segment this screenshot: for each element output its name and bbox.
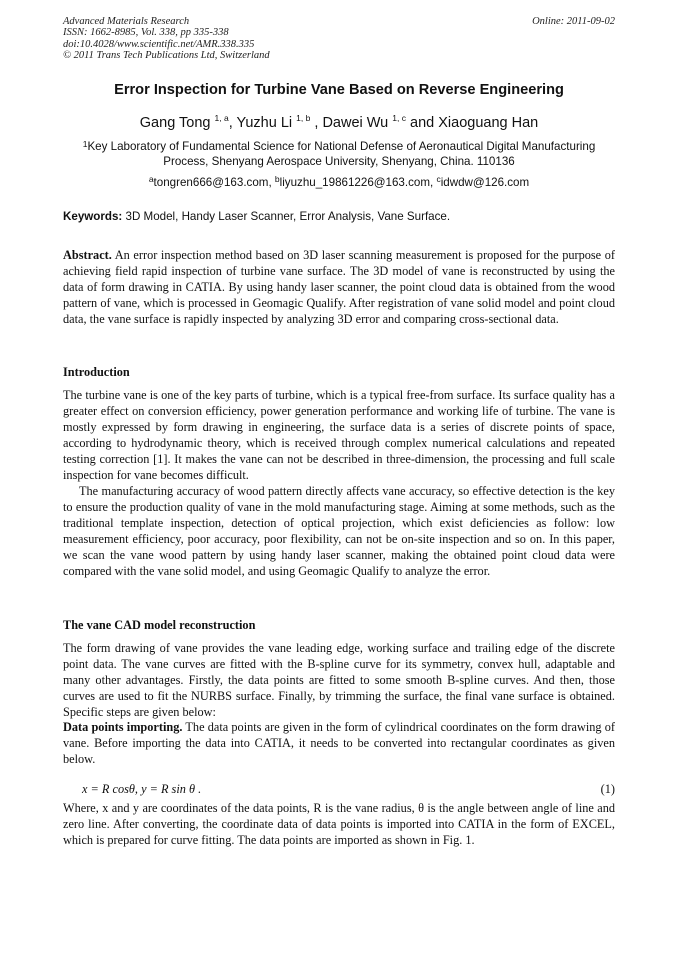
journal-doi: doi:10.4028/www.scientific.net/AMR.338.335 (63, 38, 255, 50)
email-superscript: c (436, 174, 441, 184)
author-name: Gang Tong (139, 115, 211, 131)
author-emails (0, 176, 678, 189)
email-link[interactable]: liyuzhu_19861226@163.com, (279, 176, 437, 189)
equation-1 (82, 782, 615, 797)
online-date: Online: 2011-09-02 (532, 16, 615, 27)
author-superscript: 1, b (296, 113, 311, 123)
journal-copyright: © 2011 Trans Tech Publications Ltd, Switzerland (63, 49, 270, 61)
affiliation-text: Key Laboratory of Fundamental Science for National Defense of Aeronautical Digital Manufacturing Process, Shenyang Aerospace University, Shenyang, China. 110136 (87, 140, 596, 168)
email-superscript: a (148, 174, 154, 184)
journal-header (63, 16, 615, 61)
cad-paragraph-2 (63, 719, 615, 767)
introduction-paragraph-1: The turbine vane is one of the key parts of turbine, which is a typical free-from surface. Its surface quality has a greater effect on conversion efficiency, power generation performance and working life of turbine. The vane is mostly expressed by form drawing in engineering, the surface data is a series of discrete points of space, according to hydrodynamic theory, which is received through complex numerical calculations and repeated testing correction [1]. It makes the vane can not be described in three-dimension, the processing and full scale inspection for vane becomes difficult. (63, 388, 615, 482)
author-name: Dawei Wu (322, 115, 389, 131)
journal-name: Advanced Materials Research (63, 16, 190, 27)
email-link[interactable]: idwdw@126.com (440, 176, 530, 189)
affiliation (63, 139, 615, 169)
author-name: Xiaoguang Han (438, 115, 539, 131)
abstract-text: An error inspection method based on 3D laser scanning measurement is proposed for the purpose of achieving field rapid inspection of turbine vane surface. The 3D model of vane is reconstructed by using the data of form drawing in CATIA. By using handy laser scanner, the point cloud data is obtained from the wood pattern of vane, which is processed in Geomagic Qualify. After registration of vane solid model and point cloud data, the vane surface is rapidly inspected by analyzing 3D error and comparing cross-sectional data. (63, 248, 615, 326)
equation-expression: x = R cosθ, y = R sin θ . (82, 782, 202, 796)
email-superscript: b (274, 174, 280, 184)
cad-paragraph-3: Where, x and y are coordinates of the data points, R is the vane radius, θ is the angle between angle of line and zero line. After converting, the coordinate data of data points is imported into CATIA in the form of EXCEL, which is prepared for curve fitting. The data points are imported as shown in Fig. 1. (63, 801, 615, 847)
cad-paragraph-1: The form drawing of vane provides the vane leading edge, working surface and trailing edge of the discrete point data. The vane curves are fitted with the B-spline curve for its symmetry, convex hull, adaptable and many other advantages. Firstly, the data points are fitted to some smooth B-spline curves. And then, those curves are used to fit the NURBS surface. Finally, by trimming the surface, the final vane surface is obtained. Specific steps are given below: (63, 641, 615, 719)
paper-title: Error Inspection for Turbine Vane Based on Reverse Engineering (114, 82, 564, 98)
cad-paragraph-2-text: The data points are given in the form of cylindrical coordinates on the form drawing of vane. Before importing the data into CATIA, it needs to be converted into rectangular coordinates as given below. (63, 720, 615, 766)
abstract (63, 247, 615, 327)
journal-issn: ISSN: 1662-8985, Vol. 338, pp 335-338 (63, 27, 229, 39)
data-points-importing-label: Data points importing. (63, 720, 183, 734)
author-superscript: 1, c (392, 113, 406, 123)
author-superscript: 1, a (214, 113, 229, 123)
abstract-label: Abstract. (63, 248, 112, 262)
author-name: Yuzhu Li (236, 115, 293, 131)
author-separator: , (228, 115, 237, 131)
section-heading-introduction: Introduction (63, 365, 130, 379)
author-list (0, 115, 678, 131)
author-separator: and (405, 115, 439, 131)
affiliation-superscript: 1 (82, 139, 88, 149)
introduction-paragraph-2: The manufacturing accuracy of wood pattern directly affects vane accuracy, so effective detection is the key to ensure the production quality of vane in the mold manufacturing stage. Aiming at some methods, such as the traditional template inspection, detection of optical projection, which exist deficiencies as follow: low measurement efficiency, poor accuracy, poor flexibility, can not be on-site inspection and so on. In this paper, we scan the vane wood pattern by using handy laser scanner, making the obtained point cloud data were compared with the vane solid model, and using Geomagic Qualify to analyze the error. (63, 484, 615, 578)
author-separator: , (310, 115, 323, 131)
email-link[interactable]: tongren666@163.com, (153, 176, 275, 189)
keywords (63, 210, 615, 223)
section-heading-cad-reconstruction: The vane CAD model reconstruction (63, 618, 256, 632)
equation-number: (1) (600, 782, 615, 796)
keywords-label: Keywords: (63, 210, 123, 223)
keywords-text: 3D Model, Handy Laser Scanner, Error Analysis, Vane Surface. (122, 210, 451, 223)
